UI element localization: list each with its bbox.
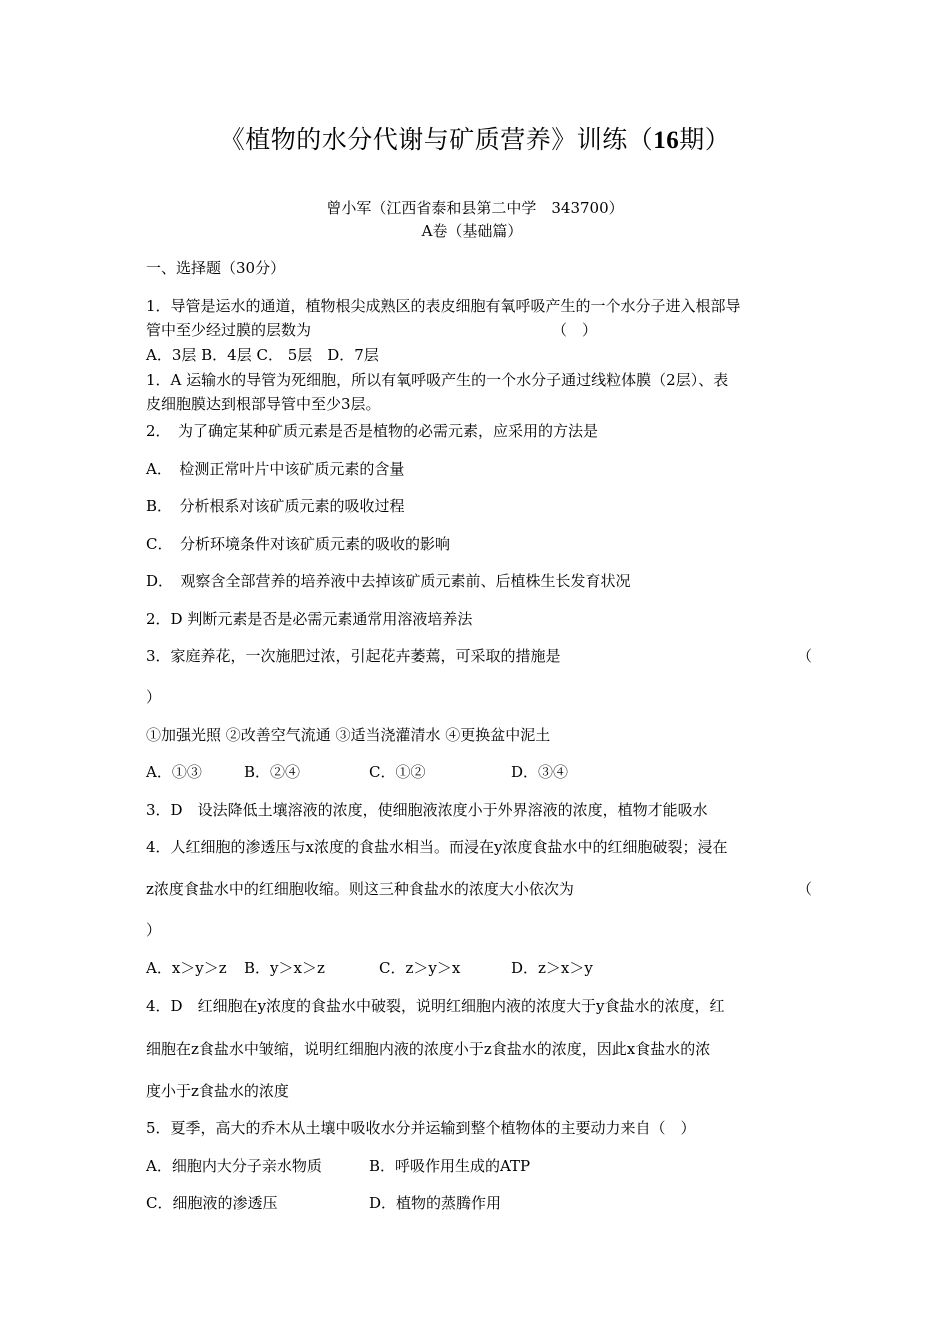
- q2-answer: 2．D 判断元素是否是必需元素通常用溶液培养法: [146, 610, 473, 628]
- q5-option-b: B．呼吸作用生成的ATP: [369, 1157, 531, 1175]
- author-line: 曾小军（江西省泰和县第二中学 343700）: [326, 199, 624, 217]
- q4-answer-line3: 度小于z食盐水的浓度: [146, 1082, 289, 1100]
- q1-stem-line1: 1．导管是运水的通道，植物根尖成熟区的表皮细胞有氧呼吸产生的一个水分子进入根部导: [146, 297, 741, 315]
- q4-answer-line2: 细胞在z食盐水中皱缩，说明红细胞内液的浓度小于z食盐水的浓度，因此x食盐水的浓: [146, 1040, 711, 1058]
- q5-stem: 5．夏季，高大的乔木从土壤中吸收水分并运输到整个植物体的主要动力来自（ ）: [146, 1119, 696, 1137]
- q4-stem-line2: z浓度食盐水中的红细胞收缩。则这三种食盐水的浓度大小依次为: [146, 880, 574, 898]
- q3-option-c: C．①②: [369, 763, 426, 781]
- q4-stem-line1: 4．人红细胞的渗透压与x浓度的食盐水相当。而浸在y浓度食盐水中的红细胞破裂；浸在: [146, 838, 728, 856]
- page-title: [0, 120, 950, 156]
- q3-option-b: B．②④: [244, 763, 301, 781]
- q3-option-d: D．③④: [511, 763, 569, 781]
- q2-option-b: B． 分析根系对该矿质元素的吸收过程: [146, 497, 405, 515]
- q4-answer-line1: 4．D 红细胞在y浓度的食盐水中破裂，说明红细胞内液的浓度大于y食盐水的浓度，红: [146, 997, 725, 1015]
- title-prefix: 《植物的水分代谢与矿质营养》训练（: [219, 125, 654, 154]
- q3-paren-close: ）: [146, 688, 162, 706]
- q1-options: A．3层 B．4层 C． 5层 D．7层: [146, 346, 379, 364]
- q4-paren-open: （: [797, 880, 813, 898]
- q2-option-c: C． 分析环境条件对该矿质元素的吸收的影响: [146, 535, 450, 553]
- volume-label: A卷（基础篇）: [421, 222, 523, 240]
- section-heading: 一、选择题（30分）: [146, 259, 286, 277]
- title-suffix: 期）: [679, 125, 731, 154]
- title-number: 16: [653, 127, 680, 154]
- q2-option-d: D． 观察含全部营养的培养液中去掉该矿质元素前、后植株生长发育状况: [146, 572, 631, 590]
- q4-paren-close: ）: [146, 921, 162, 939]
- q3-option-a: A．①③: [146, 763, 202, 781]
- q5-option-c: C．细胞液的渗透压: [146, 1194, 278, 1212]
- q5-option-d: D．植物的蒸腾作用: [369, 1194, 502, 1212]
- q1-answer-paren: （ ）: [552, 321, 598, 339]
- q1-stem-line2: 管中至少经过膜的层数为: [146, 321, 312, 339]
- q2-option-a: A． 检测正常叶片中该矿质元素的含量: [146, 460, 405, 478]
- q3-paren-open: （: [797, 647, 813, 665]
- q3-stem: 3．家庭养花，一次施肥过浓，引起花卉萎蔫，可采取的措施是: [146, 647, 561, 665]
- q4-option-b: B．y＞x＞z: [244, 959, 325, 977]
- q3-items: ①加强光照 ②改善空气流通 ③适当浇灌清水 ④更换盆中泥土: [146, 726, 551, 744]
- q1-answer-line1: 1．A 运输水的导管为死细胞，所以有氧呼吸产生的一个水分子通过线粒体膜（2层）、表: [146, 371, 729, 389]
- q2-stem: 2． 为了确定某种矿质元素是否是植物的必需元素，应采用的方法是: [146, 422, 599, 440]
- q4-option-a: A．x＞y＞z: [146, 959, 227, 977]
- q4-option-d: D．z＞x＞y: [511, 959, 593, 977]
- q4-option-c: C．z＞y＞x: [379, 959, 461, 977]
- q3-answer: 3．D 设法降低土壤溶液的浓度，使细胞液浓度小于外界溶液的浓度，植物才能吸水: [146, 801, 708, 819]
- q5-option-a: A．细胞内大分子亲水物质: [146, 1157, 322, 1175]
- q1-answer-line2: 皮细胞膜达到根部导管中至少3层。: [146, 395, 381, 413]
